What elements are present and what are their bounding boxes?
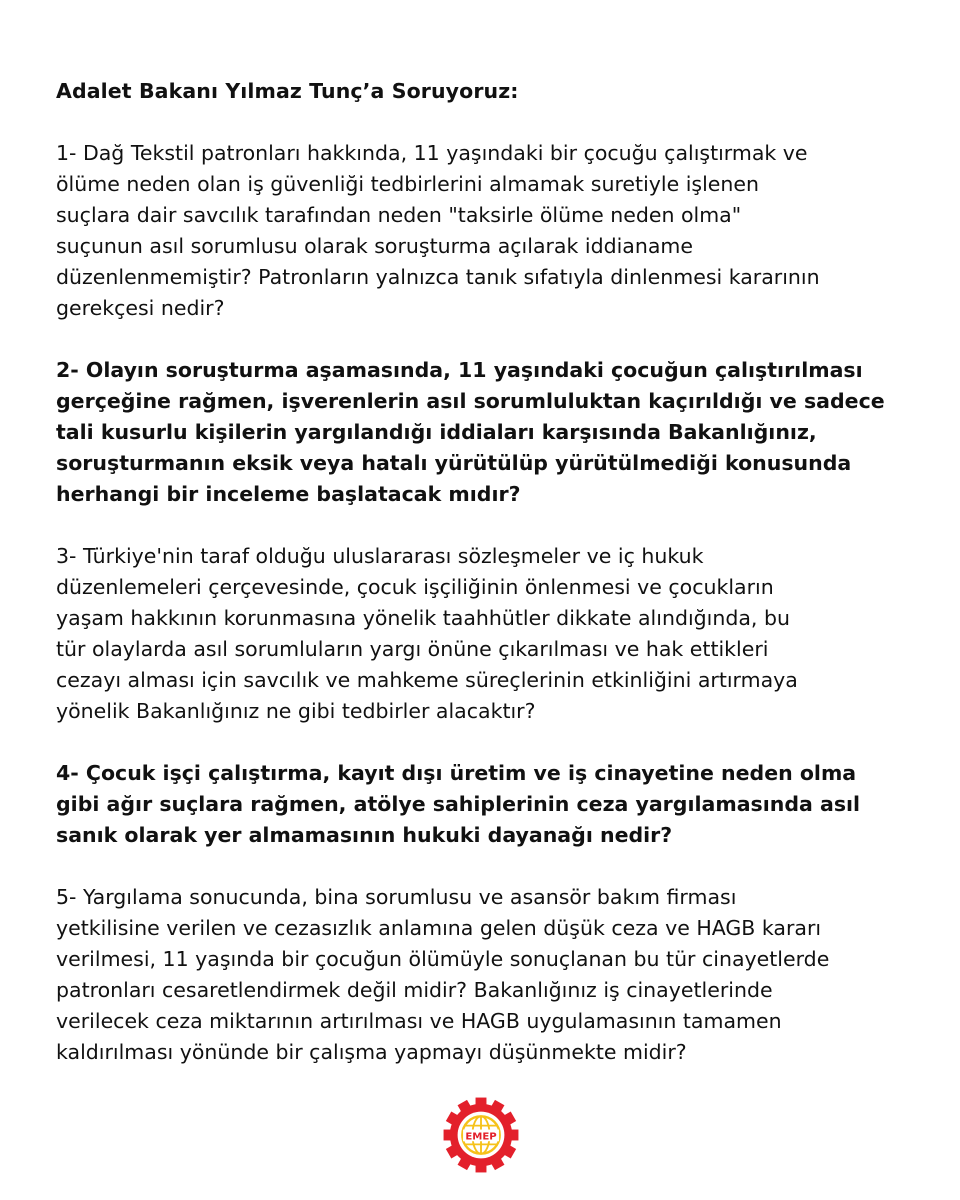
- question-line: patronları cesaretlendirmek değil midir? Bakanlığınız iş cinayetlerinde: [56, 978, 773, 1002]
- question-line: 4- Çocuk işçi çalıştırma, kayıt dışı üretim ve iş cinayetine neden olma: [56, 761, 857, 785]
- question-line: yaşam hakkının korunmasına yönelik taahhütler dikkate alındığında, bu: [56, 606, 790, 630]
- question-line: kaldırılması yönünde bir çalışma yapmayı düşünmekte midir?: [56, 1040, 687, 1064]
- document-body: [56, 76, 916, 1099]
- question-line: 2- Olayın soruşturma aşamasında, 11 yaşındaki çocuğun çalıştırılması: [56, 358, 863, 382]
- question-line: yetkilisine verilen ve cezasızlık anlamına gelen düşük ceza ve HAGB kararı: [56, 916, 822, 940]
- question-line: tür olaylarda asıl sorumluların yargı önüne çıkarılması ve hak ettikleri: [56, 637, 769, 661]
- question-line: 5- Yargılama sonucunda, bina sorumlusu ve asansör bakım firması: [56, 885, 737, 909]
- question-line: suçlara dair savcılık tarafından neden "taksirle ölüme neden olma": [56, 203, 742, 227]
- page-title: Adalet Bakanı Yılmaz Tunç’a Soruyoruz:: [56, 79, 519, 103]
- question-line: soruşturmanın eksik veya hatalı yürütülüp yürütülmediği konusunda: [56, 451, 852, 475]
- question-line: 3- Türkiye'nin taraf olduğu uluslararası sözleşmeler ve iç hukuk: [56, 544, 704, 568]
- question-line: gibi ağır suçlara rağmen, atölye sahiplerinin ceza yargılamasında asıl: [56, 792, 861, 816]
- question-line: gerçeğine rağmen, işverenlerin asıl sorumluluktan kaçırıldığı ve sadece: [56, 389, 885, 413]
- question-line: herhangi bir inceleme başlatacak mıdır?: [56, 482, 521, 506]
- question-line: verilmesi, 11 yaşında bir çocuğun ölümüyle sonuçlanan bu tür cinayetlerde: [56, 947, 830, 971]
- question-line: sanık olarak yer almamasının hukuki dayanağı nedir?: [56, 823, 673, 847]
- emep-logo: [442, 1096, 520, 1174]
- question-line: yönelik Bakanlığınız ne gibi tedbirler alacaktır?: [56, 699, 536, 723]
- logo-text: EMEP: [465, 1131, 497, 1143]
- question-line: tali kusurlu kişilerin yargılandığı iddiaları karşısında Bakanlığınız,: [56, 420, 817, 444]
- question-line: düzenlemeleri çerçevesinde, çocuk işçiliğinin önlenmesi ve çocukların: [56, 575, 774, 599]
- gear-tooth: [476, 1098, 487, 1109]
- question-5: [56, 882, 916, 1068]
- gear-tooth: [508, 1130, 519, 1141]
- question-line: cezayı alması için savcılık ve mahkeme süreçlerinin etkinliğini artırmaya: [56, 668, 798, 692]
- gear-tooth: [476, 1162, 487, 1173]
- gear-tooth: [444, 1130, 455, 1141]
- question-line: düzenlenmemiştir? Patronların yalnızca tanık sıfatıyla dinlenmesi kararının: [56, 265, 820, 289]
- question-2: [56, 355, 916, 510]
- question-line: verilecek ceza miktarının artırılması ve HAGB uygulamasının tamamen: [56, 1009, 782, 1033]
- question-line: suçunun asıl sorumlusu olarak soruşturma açılarak iddianame: [56, 234, 694, 258]
- question-1: [56, 138, 916, 324]
- question-line: gerekçesi nedir?: [56, 296, 225, 320]
- question-4: [56, 758, 916, 851]
- question-line: ölüme neden olan iş güvenliği tedbirlerini almamak suretiyle işlenen: [56, 172, 760, 196]
- question-line: 1- Dağ Tekstil patronları hakkında, 11 yaşındaki bir çocuğu çalıştırmak ve: [56, 141, 808, 165]
- question-3: [56, 541, 916, 727]
